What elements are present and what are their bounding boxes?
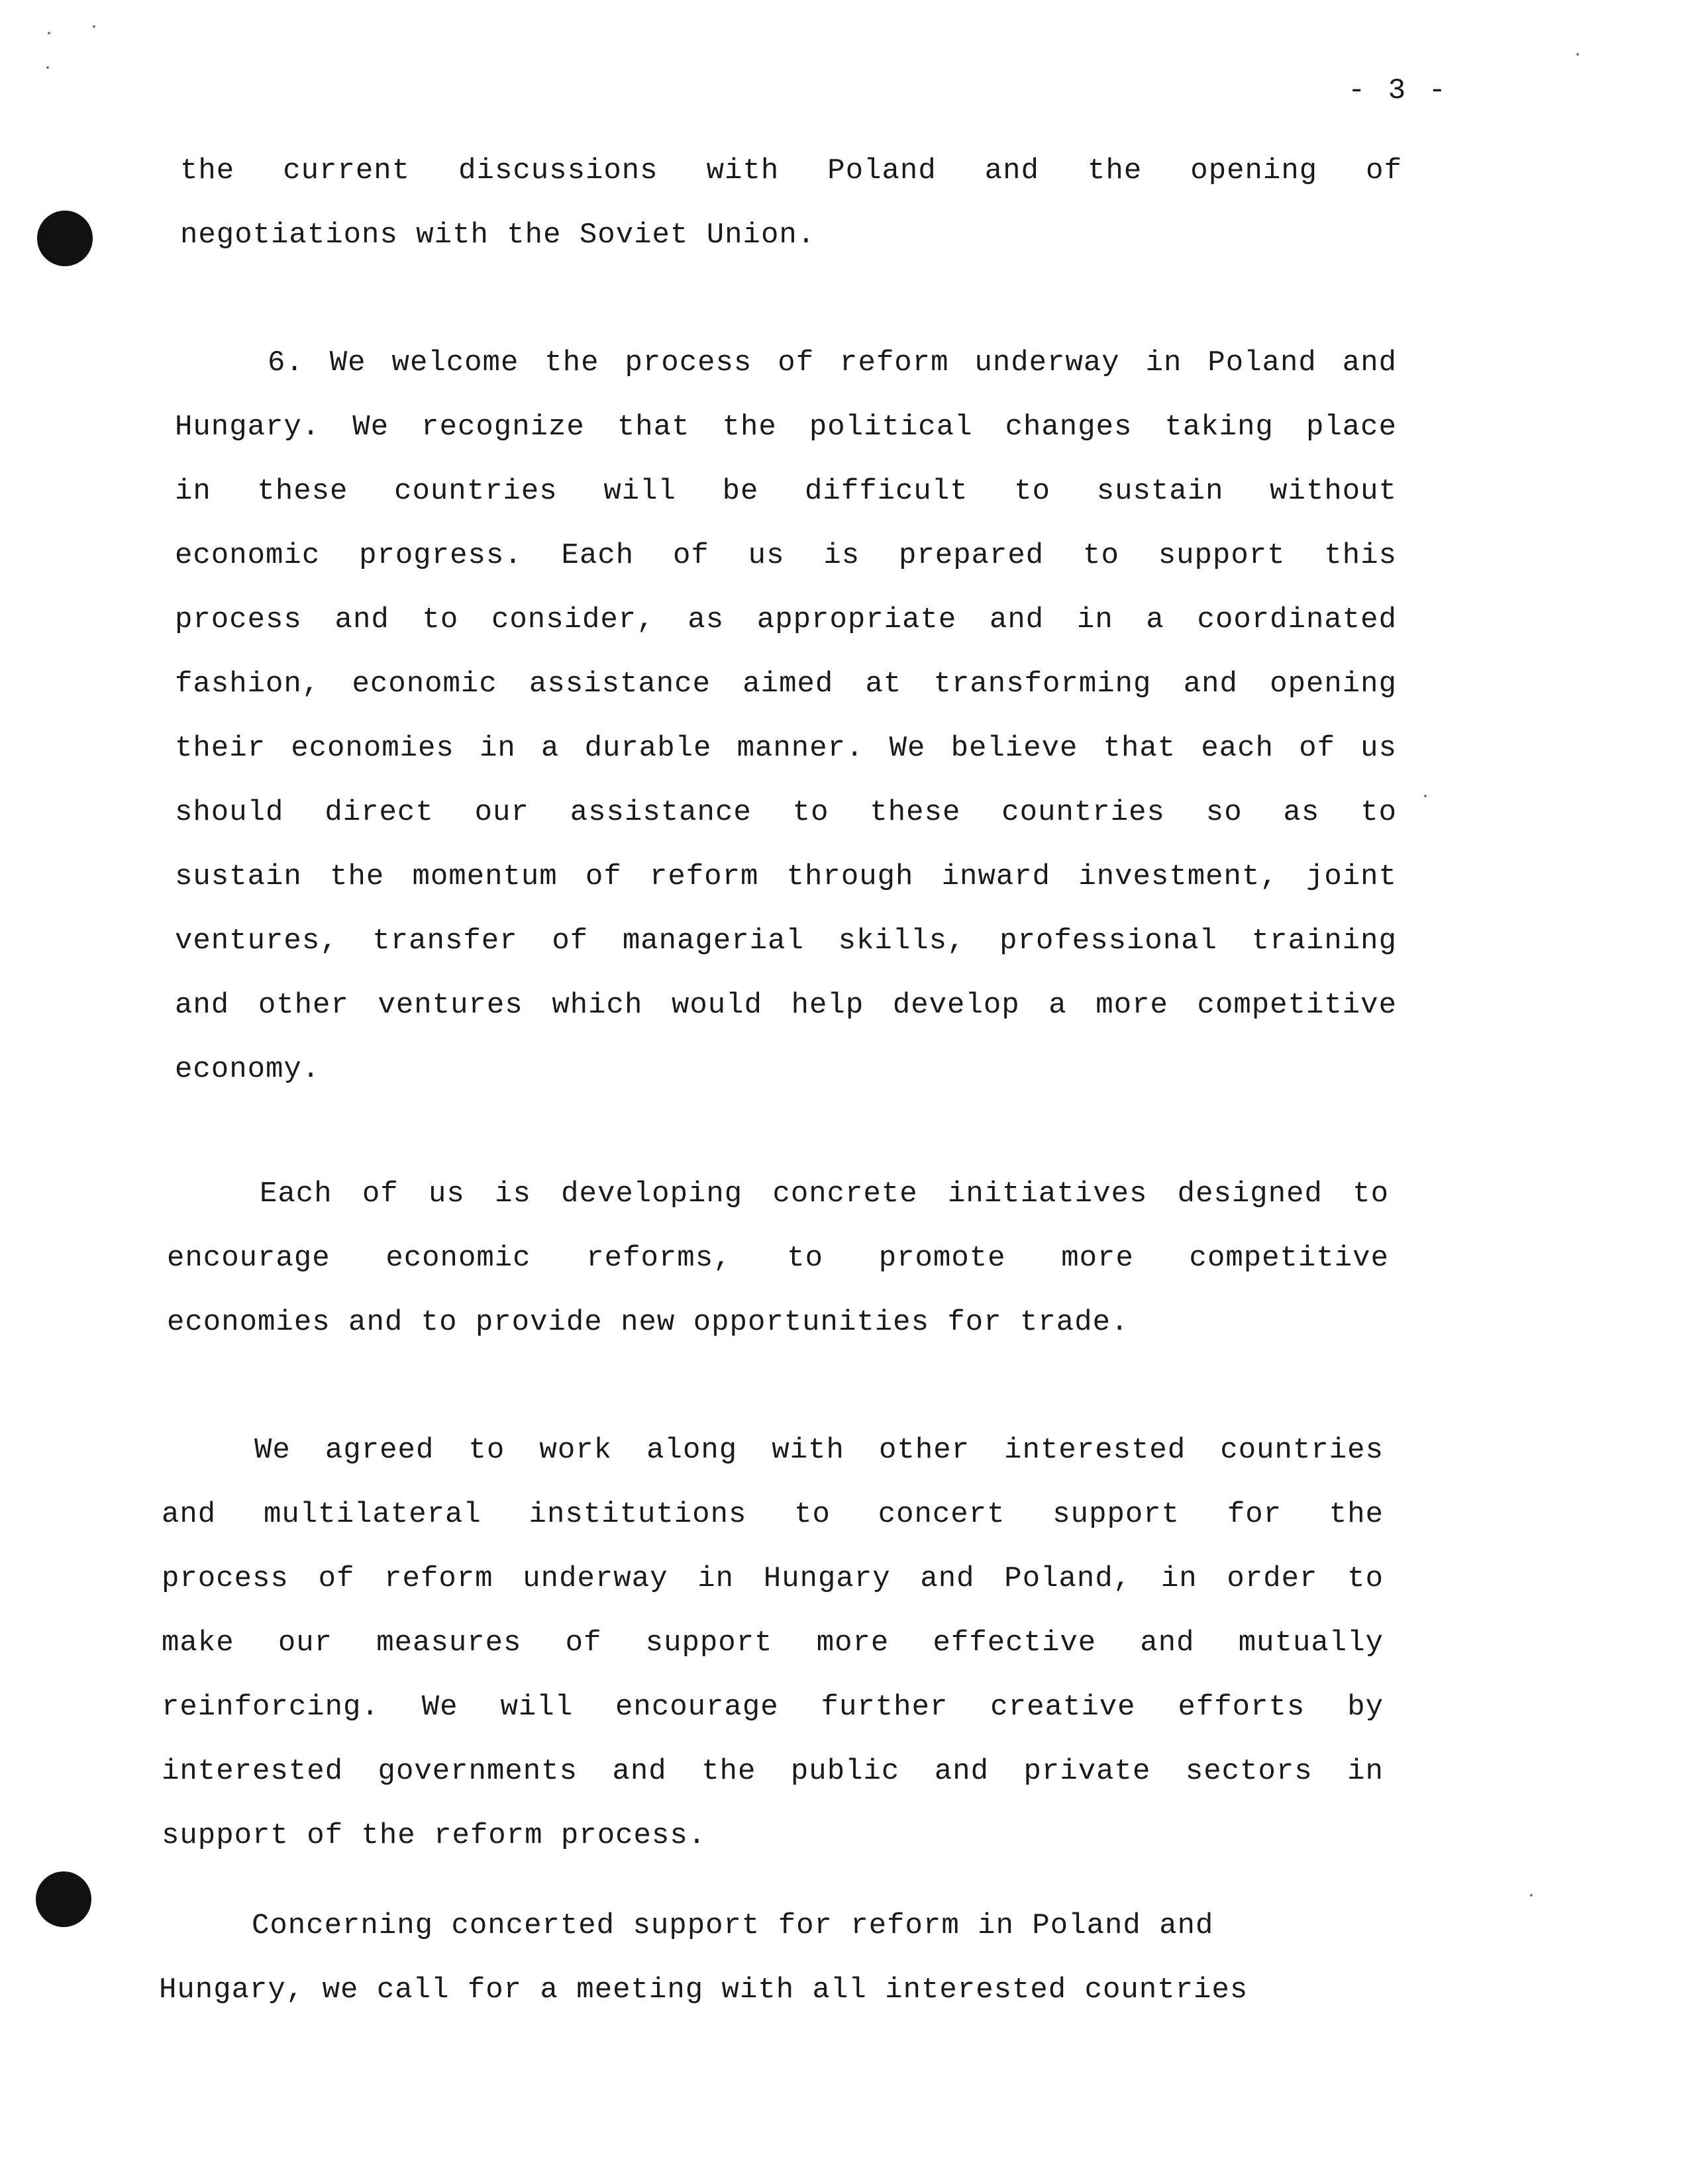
text-line: and other ventures which would help develop a more competitive (175, 989, 1397, 1022)
text-line: the current discussions with Poland and the opening of (180, 154, 1402, 187)
text-line: process of reform underway in Hungary and Poland, in order to (162, 1562, 1384, 1595)
scan-speck (1576, 53, 1579, 56)
scan-speck (93, 25, 95, 28)
text-line: in these countries will be difficult to sustain without (175, 475, 1397, 508)
paragraph-continuation (180, 139, 1402, 268)
text-line: Hungary, we call for a meeting with all interested countries (159, 1973, 1248, 2007)
text-line: economic progress. Each of us is prepared to support this (175, 539, 1397, 572)
text-line: economies and to provide new opportunities for trade. (167, 1306, 1129, 1339)
text-line: reinforcing. We will encourage further creative efforts by (162, 1691, 1384, 1724)
text-line: their economies in a durable manner. We believe that each of us (175, 732, 1397, 765)
text-line: process and to consider, as appropriate and in a coordinated (175, 603, 1397, 636)
text-line: Hungary. We recognize that the political changes taking place (175, 411, 1397, 444)
text-line: negotiations with the Soviet Union. (180, 219, 816, 252)
text-line: interested governments and the public and private sectors in (162, 1755, 1384, 1788)
text-line: support of the reform process. (162, 1819, 707, 1852)
text-line: Each of us is developing concrete initiatives designed to (260, 1177, 1389, 1211)
punch-hole-bottom (36, 1871, 91, 1927)
scan-speck (46, 66, 49, 69)
paragraph-initiatives (167, 1162, 1389, 1355)
text-line: Concerning concerted support for reform in Poland and (252, 1909, 1214, 1942)
scan-speck (48, 32, 50, 34)
punch-hole-top (37, 211, 93, 266)
text-line: ventures, transfer of managerial skills, professional training (175, 924, 1397, 958)
text-line: fashion, economic assistance aimed at transforming and opening (175, 668, 1397, 701)
scan-speck (1530, 1894, 1533, 1897)
text-line: 6. We welcome the process of reform underway in Poland and (268, 346, 1397, 379)
paragraph-cooperation (162, 1418, 1384, 1868)
page-number: - 3 - (1348, 74, 1449, 107)
text-line: should direct our assistance to these countries so as to (175, 796, 1397, 829)
paragraph-meeting (159, 1894, 1381, 2022)
scan-speck (1424, 795, 1427, 797)
text-line: economy. (175, 1053, 321, 1086)
text-line: make our measures of support more effective and mutually (162, 1626, 1384, 1660)
paragraph-6 (175, 331, 1397, 1102)
text-line: sustain the momentum of reform through inward investment, joint (175, 860, 1397, 893)
text-line: We agreed to work along with other interested countries (254, 1434, 1384, 1467)
text-line: and multilateral institutions to concert support for the (162, 1498, 1384, 1531)
text-line: encourage economic reforms, to promote more competitive (167, 1242, 1389, 1275)
